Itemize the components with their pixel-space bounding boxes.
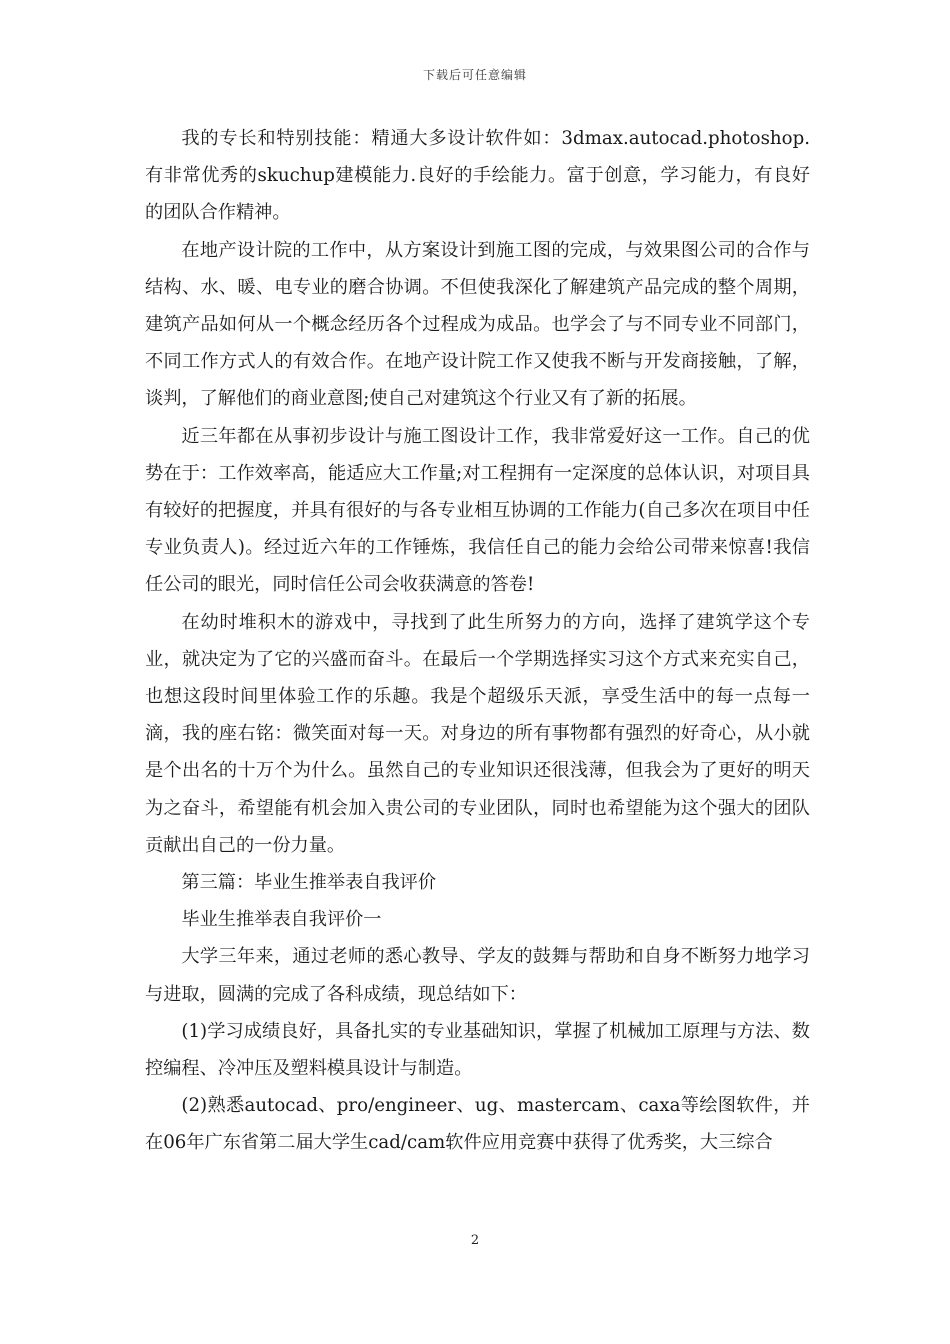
- subsection-heading: 毕业生推举表自我评价一: [181, 909, 382, 931]
- section-heading: 第三篇：毕业生推举表自我评价: [181, 872, 437, 894]
- paragraph-university-summary: 大学三年来，通过老师的悉心教导、学友的鼓舞与帮助和自身不断努力地学习与进取，圆满的完成了各科成绩，现总结如下：: [145, 946, 810, 1005]
- paragraph-design-institute: 在地产设计院的工作中，从方案设计到施工图的完成，与效果图公司的合作与结构、水、暖、电专业的磨合协调。不但使我深化了解建筑产品完成的整个周期，建筑产品如何从一个概念经历各个过程成为成品。也学会了与不同专业不同部门，不同工作方式人的有效合作。在地产设计院工作又使我不断与开发商接触，了解，谈判，了解他们的商业意图;使自己对建筑这个行业又有了新的拓展。: [145, 239, 810, 410]
- list-item-1: (1)学习成绩良好，具备扎实的专业基础知识，掌握了机械加工原理与方法、数控编程、冷冲压及塑料模具设计与制造。: [145, 1020, 810, 1080]
- paragraph-aspiration: 在幼时堆积木的游戏中，寻找到了此生所努力的方向，选择了建筑学这个专业，就决定为了它的兴盛而奋斗。在最后一个学期选择实习这个方式来充实自己，也想这段时间里体验工作的乐趣。我是个超级乐天派，享受生活中的每一点每一滴，我的座右铭：微笑面对每一天。对身边的所有事物都有强烈的好奇心，从小就是个出名的十万个为什么。虽然自己的专业知识还很浅薄，但我会为了更好的明天为之奋斗，希望能有机会加入贵公司的专业团队，同时也希望能为这个强大的团队贡献出自己的一份力量。: [145, 611, 810, 856]
- paragraph-experience: 近三年都在从事初步设计与施工图设计工作，我非常爱好这一工作。自己的优势在于：工作效率高，能适应大工作量;对工程拥有一定深度的总体认识，对项目具有较好的把握度，并具有很好的与各专业相互协调的工作能力(自己多次在项目中任专业负责人)。经过近六年的工作锤炼，我信任自己的能力会给公司带来惊喜!我信任公司的眼光，同时信任公司会收获满意的答卷!: [145, 425, 810, 596]
- page-number: 2: [470, 1233, 480, 1248]
- paragraph-skills: 我的专长和特别技能：精通大多设计软件如：3dmax.autocad.photoshop.有非常优秀的skuchup建模能力.良好的手绘能力。富于创意，学习能力，有良好的团队合作精神。: [145, 128, 810, 224]
- document-body: [145, 120, 810, 1162]
- list-item-2: (2)熟悉autocad、pro/engineer、ug、mastercam、caxa等绘图软件，并在06年广东省第二届大学生cad/cam软件应用竞赛中获得了优秀奖，大三综合: [145, 1095, 810, 1154]
- page-header: 下载后可任意编辑: [422, 68, 527, 82]
